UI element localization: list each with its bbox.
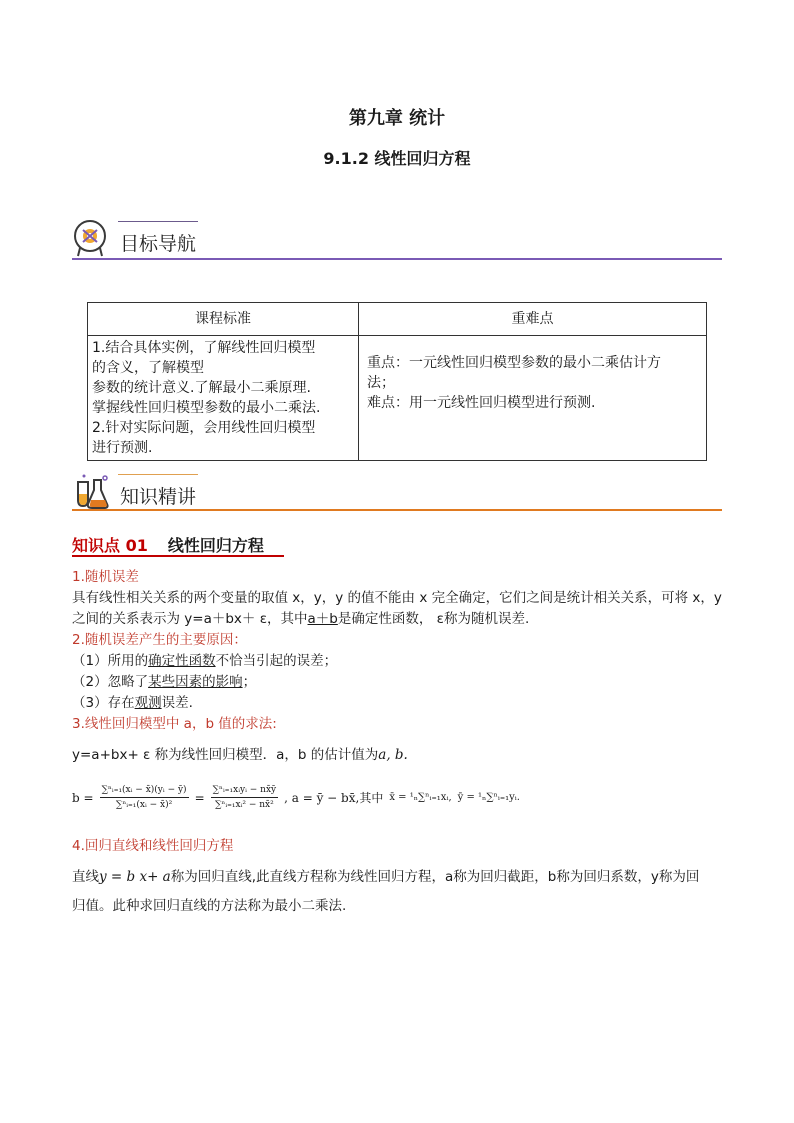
course-standards-table	[87, 302, 707, 461]
s2-heading: 2.随机误差产生的主要原因：	[72, 632, 247, 648]
standard-line: 进行预测.	[92, 440, 153, 456]
formula-frac1-num: ∑ⁿᵢ₌₁(xᵢ − x̄)(yᵢ − ȳ)	[100, 785, 189, 798]
s4-line1-a: 直线	[72, 869, 99, 885]
flask-icon	[72, 472, 112, 512]
formula-fraction-2	[211, 785, 279, 810]
keypoint-line: 重点：一元线性回归模型参数的最小二乘估计方	[367, 355, 661, 371]
keypoints-cell	[359, 336, 707, 461]
standard-cell	[88, 336, 359, 461]
s4-heading: 4.回归直线和线性回归方程	[72, 838, 234, 854]
formula-b-lhs: b =	[72, 790, 94, 805]
section-title: 9.1.2 线性回归方程	[323, 149, 471, 168]
table-header-keypoints: 重难点	[359, 303, 707, 336]
knowledge-header-bar	[118, 474, 198, 475]
s2-item-1-underlined: 确定性函数	[148, 653, 216, 669]
s2-item-1	[72, 651, 740, 672]
s1-line2-a: 之间的关系表示为 y=a＋bx＋ ε，其中	[72, 611, 308, 627]
section-error-causes	[72, 630, 740, 714]
s3-heading: 3.线性回归模型中 a，b 值的求法:	[72, 716, 277, 732]
brain-head-icon	[72, 218, 112, 258]
least-squares-formula	[72, 785, 740, 810]
knowledge-point-name: 线性回归方程	[167, 536, 264, 555]
table-header-standard: 课程标准	[88, 303, 359, 336]
section-regression-line	[72, 836, 740, 917]
goal-header-bar	[118, 221, 198, 222]
formula-fraction-1	[100, 785, 189, 810]
s2-item-3-a: （3）存在	[72, 695, 135, 711]
s4-line1-b: 称为回归直线,此直线方程称为线性回归方程，	[170, 869, 446, 885]
standard-line: 2.针对实际问题，会用线性回归模型	[92, 420, 316, 436]
formula-frac1-den: ∑ⁿᵢ₌₁(xᵢ − x̄)²	[115, 800, 173, 810]
s4-line1-d: b称为回归系数，	[547, 869, 651, 885]
s2-item-1-b: 不恰当引起的误差；	[215, 653, 338, 669]
s2-item-3	[72, 693, 740, 714]
s2-item-3-b: 误差.	[161, 695, 193, 711]
s4-line1-e: y称为回	[650, 869, 700, 885]
keypoint-line: 难点：用一元线性回归模型进行预测.	[367, 395, 596, 411]
chapter-title: 第九章 统计	[348, 108, 446, 129]
s2-item-3-underlined: 观测	[134, 695, 162, 711]
standard-line: 参数的统计意义.了解最小二乘原理.	[92, 380, 311, 396]
standard-line: 掌握线性回归模型参数的最小二乘法.	[92, 400, 321, 416]
formula-frac2-den: ∑ⁿᵢ₌₁xᵢ² − nx̄²	[215, 800, 274, 810]
knowledge-divider	[72, 509, 722, 511]
formula-ybar: ȳ = ¹ₙ∑ⁿᵢ₌₁yᵢ.	[457, 792, 520, 803]
s1-line2	[72, 609, 740, 630]
s1-line2-b: 是确定性函数， ε称为随机误差.	[337, 611, 530, 627]
s1-line1: 具有线性相关关系的两个变量的取值 x，y，y 的值不能由 x 完全确定，它们之间是统计相关关系，可将 x，y	[72, 590, 722, 606]
section-ab-method	[72, 714, 740, 766]
s1-line2-underlined: a＋b	[307, 611, 338, 627]
s2-item-2-a: （2）忽略了	[72, 674, 149, 690]
s4-line2: 归值。此种求回归直线的方法称为最小二乘法.	[72, 898, 347, 914]
section-random-error	[72, 567, 740, 630]
formula-a-part: , a = ȳ − bx̄,其中	[284, 791, 384, 805]
goal-header: 目标导航	[120, 233, 197, 255]
s3-estimates: a, b.	[378, 747, 408, 763]
knowledge-header: 知识精讲	[120, 486, 197, 508]
knowledge-point-code: 知识点 01	[72, 536, 148, 555]
formula-frac2-num: ∑ⁿᵢ₌₁xᵢyᵢ − nx̄ȳ	[211, 785, 279, 798]
s1-heading: 1.随机误差	[72, 569, 139, 585]
s2-item-2-b: ；	[242, 674, 257, 690]
standard-line: 1.结合具体实例，了解线性回归模型	[92, 340, 316, 356]
knowledge-point-title	[72, 533, 264, 556]
formula-xbar: x̄ = ¹ₙ∑ⁿᵢ₌₁xᵢ,	[389, 792, 452, 803]
s4-line1	[72, 865, 740, 889]
s4-regression-equation: y = b x+ a	[99, 869, 171, 885]
s2-item-1-a: （1）所用的	[72, 653, 149, 669]
s3-line-a: y=a+bx+ ε 称为线性回归模型．a，b 的估计值为	[72, 747, 379, 763]
formula-eq: =	[194, 790, 205, 805]
knowledge-point-underline	[72, 555, 284, 557]
s4-line1-c: a称为回归截距，	[445, 869, 548, 885]
goal-divider	[72, 258, 722, 260]
standard-line: 的含义，了解模型	[92, 360, 204, 376]
s2-item-2-underlined: 某些因素的影响	[148, 674, 243, 690]
keypoint-line: 法；	[367, 375, 395, 391]
s3-line	[72, 745, 740, 766]
s2-item-2	[72, 672, 740, 693]
